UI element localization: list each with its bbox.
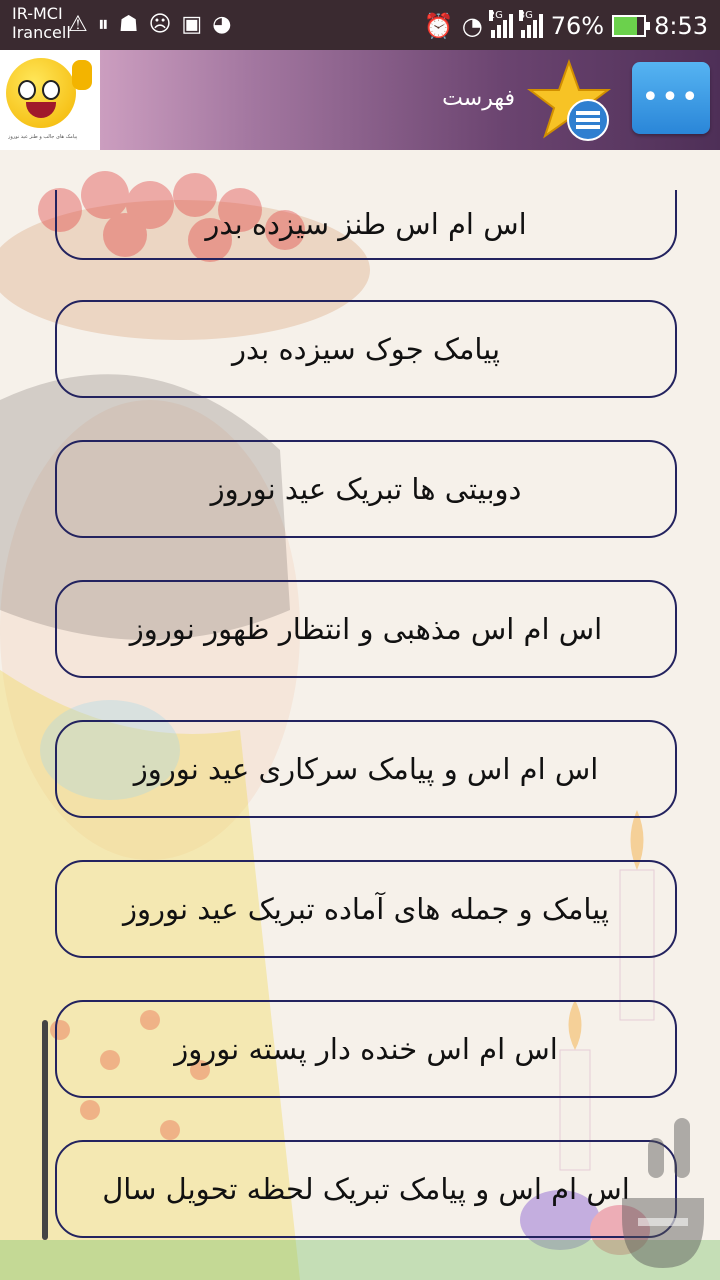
notification-icons xyxy=(68,12,241,37)
alarm-icon: ⏰ xyxy=(423,12,454,40)
menu-item[interactable]: پیامک و جمله های آماده تبریک عید نوروز xyxy=(55,860,677,958)
sync-icon: ⏸ xyxy=(97,12,119,37)
menu-list[interactable] xyxy=(0,150,720,1280)
logo-caption: پیامک های جالب و طنز عید نوروز xyxy=(8,134,78,140)
status-bar xyxy=(0,0,720,50)
app-logo xyxy=(0,50,100,150)
store-watermark-icon xyxy=(608,1118,718,1278)
menu-item[interactable]: اس ام اس طنز سیزده بدر xyxy=(55,190,677,260)
android-icon: ☗ xyxy=(118,12,149,37)
page-title: فهرست xyxy=(442,86,515,111)
more-dots-icon: ••• xyxy=(641,80,701,115)
carrier-name: IR-MCI Irancell xyxy=(12,4,71,42)
image-icon: ▣ xyxy=(181,12,213,37)
signal-icon-2: 3G xyxy=(521,14,543,38)
menu-item[interactable]: پیامک جوک سیزده بدر xyxy=(55,300,677,398)
battery-percent: 76% xyxy=(550,12,605,40)
sad-face-icon: ☹ xyxy=(148,12,182,37)
more-options-button[interactable] xyxy=(632,62,710,134)
clock: 8:53 xyxy=(654,12,708,40)
app-bar xyxy=(0,50,720,150)
download-icon: ◕ xyxy=(212,12,242,37)
battery-fill xyxy=(614,17,637,35)
favorites-list-icon[interactable] xyxy=(526,58,612,144)
warning-icon: ⚠ xyxy=(68,12,98,37)
scrollbar[interactable] xyxy=(42,1020,48,1240)
menu-item[interactable]: اس ام اس و پیامک سرکاری عید نوروز xyxy=(55,720,677,818)
menu-item[interactable]: اس ام اس خنده دار پسته نوروز xyxy=(55,1000,677,1098)
menu-item[interactable]: اس ام اس مذهبی و انتظار ظهور نوروز xyxy=(55,580,677,678)
battery-icon xyxy=(612,15,646,37)
wifi-icon: ◔ xyxy=(461,12,483,40)
menu-item[interactable]: دوبیتی ها تبریک عید نوروز xyxy=(55,440,677,538)
menu-item[interactable]: اس ام اس و پیامک تبریک لحظه تحویل سال xyxy=(55,1140,677,1238)
signal-icon-1: 2G xyxy=(491,14,513,38)
